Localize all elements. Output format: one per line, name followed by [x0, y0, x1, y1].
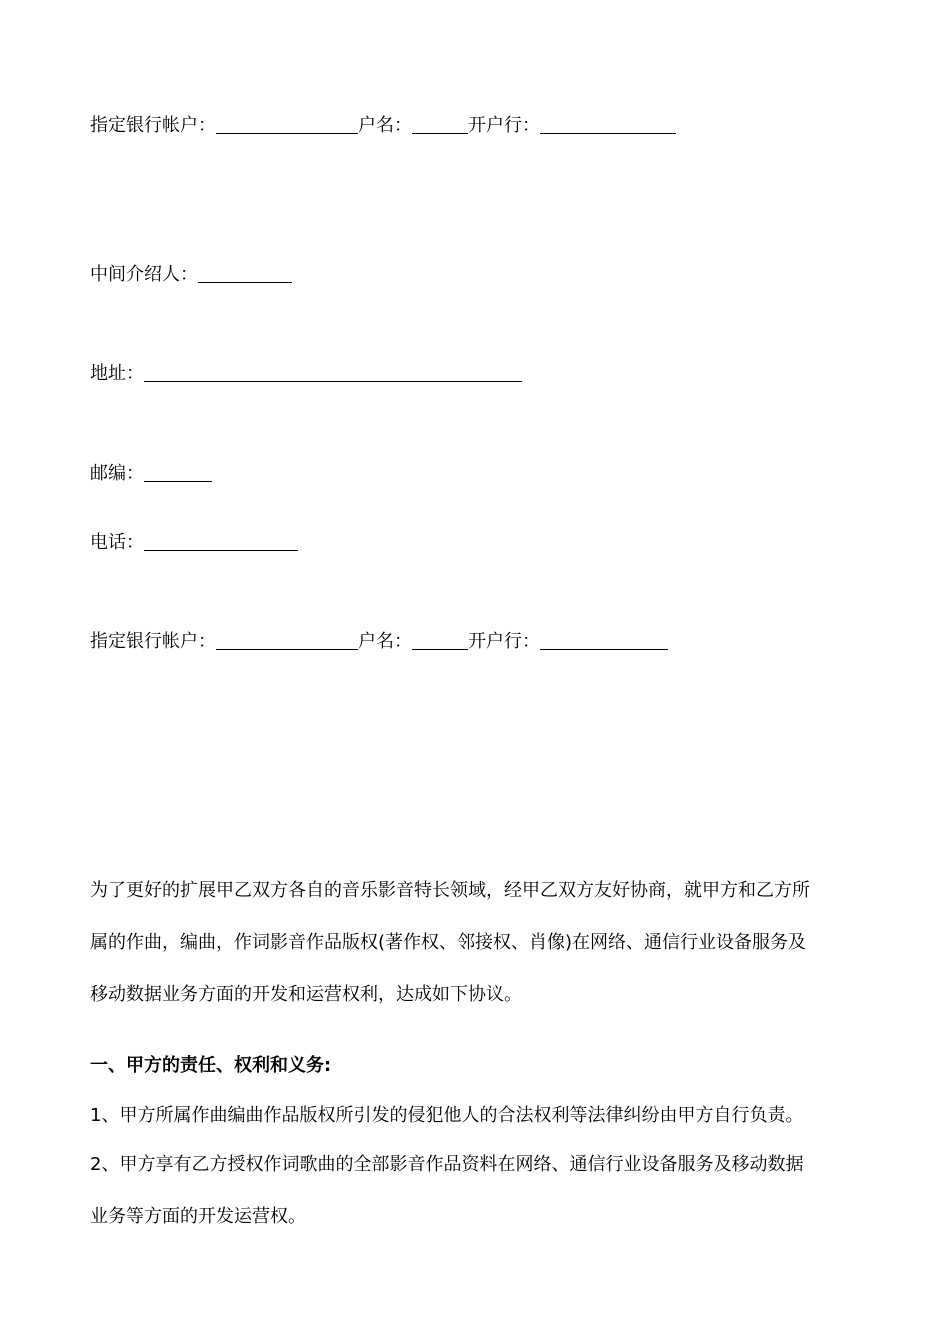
section-1-heading: 一、甲方的责任、权利和义务: [90, 1055, 332, 1076]
preamble-line: 移动数据业务方面的开发和运营权利，达成如下协议。 [90, 984, 522, 1005]
bank-account-blank[interactable] [216, 631, 358, 650]
bank-account-blank[interactable] [216, 115, 358, 134]
account-name-label: 户名： [358, 115, 412, 136]
bank-account-label: 指定银行帐户： [90, 631, 216, 652]
phone-line [90, 531, 298, 555]
intermediary-blank[interactable] [198, 264, 292, 283]
account-name-label: 户名： [358, 631, 412, 652]
address-blank[interactable] [144, 363, 522, 382]
item-2-line: 2、甲方享有乙方授权作词歌曲的全部影音作品资料在网络、通信行业设备服务及移动数据 [90, 1154, 804, 1175]
bank-name-label: 开户行： [468, 115, 540, 136]
address-line [90, 362, 522, 386]
section-1-item-2 [90, 1153, 865, 1233]
bank-name-blank[interactable] [540, 631, 668, 650]
address-label: 地址： [90, 363, 144, 384]
phone-label: 电话： [90, 532, 144, 553]
postcode-blank[interactable] [144, 463, 212, 482]
intermediary-label: 中间介绍人： [90, 264, 198, 285]
intermediary-line [90, 263, 292, 287]
bank-account-line-2 [90, 630, 668, 654]
item-2-line: 业务等方面的开发运营权。 [90, 1206, 306, 1227]
section-1-item-1: 1、甲方所属作曲编曲作品版权所引发的侵犯他人的合法权利等法律纠纷由甲方自行负责。 [90, 1105, 804, 1126]
phone-blank[interactable] [144, 532, 298, 551]
postcode-line [90, 462, 212, 486]
preamble-paragraph [90, 879, 865, 1009]
account-name-blank[interactable] [412, 631, 468, 650]
preamble-line: 为了更好的扩展甲乙双方各自的音乐影音特长领域，经甲乙双方友好协商，就甲方和乙方所 [90, 880, 810, 901]
bank-name-blank[interactable] [540, 115, 676, 134]
preamble-line: 属的作曲，编曲，作词影音作品版权(著作权、邻接权、肖像)在网络、通信行业设备服务及 [90, 932, 807, 953]
account-name-blank[interactable] [412, 115, 468, 134]
bank-account-label: 指定银行帐户： [90, 115, 216, 136]
bank-name-label: 开户行： [468, 631, 540, 652]
bank-account-line-1 [90, 114, 676, 138]
postcode-label: 邮编： [90, 463, 144, 484]
